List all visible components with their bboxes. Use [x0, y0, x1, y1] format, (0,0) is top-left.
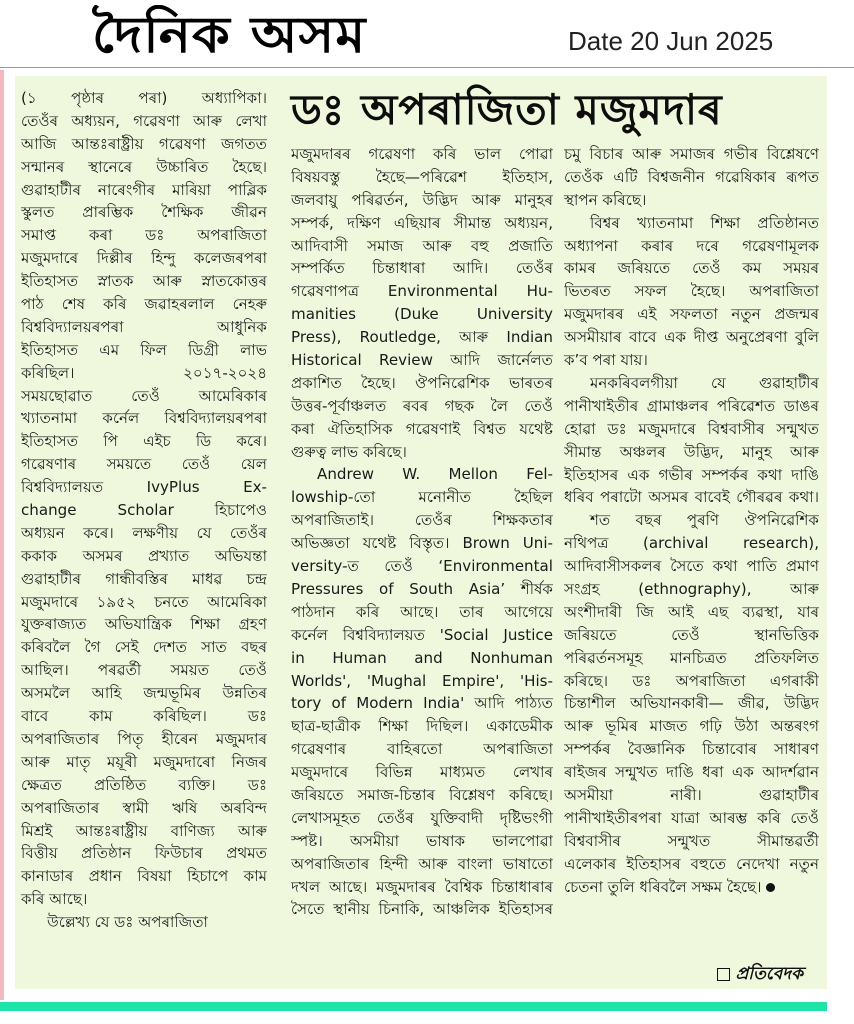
- text-line: সম্পৰ্কৰ বৈজ্ঞানিক চিন্তাবোৰ সাধাৰণ: [564, 740, 819, 759]
- text-line: কৰি আছে।: [21, 890, 88, 909]
- text-line: ছাত্ৰ-ছাত্ৰীক শিক্ষা দিছিল। একাডেমীক: [291, 717, 553, 736]
- text-line: আজি আন্তঃৰাষ্ট্ৰীয় গৱেষণা জগতত: [21, 134, 267, 153]
- text-line: কৰিছিল। ২০১৭-২০২৪: [21, 363, 267, 382]
- text-line: সৈতে স্থানীয় চিনাকি, আঞ্চলিক ইতিহাসৰ: [291, 900, 553, 919]
- text-line: Pressures of South Asia’ শীৰ্ষক: [291, 579, 553, 598]
- article-column-2: [291, 143, 553, 921]
- text-line: versity-ত তেওঁ ‘Environmental: [291, 557, 553, 576]
- text-line: কৰ্নেল বিশ্ববিদ্যালয়ত 'Social Justice: [291, 625, 553, 644]
- text-line: ক্ষেত্ৰত প্ৰতিষ্ঠিত ব্যক্তি। ডঃ: [21, 775, 267, 794]
- text-line: স্কুলত প্ৰাৰম্ভিক শৈক্ষিক জীৱন: [21, 203, 267, 222]
- article-column-3: [564, 143, 819, 898]
- text-line: গৱেষণাৰ সময়তে তেওঁ য়েল: [21, 455, 267, 474]
- text-line: এলেকাৰ ইতিহাসৰ বহুতে নেদেখা নতুন: [564, 854, 819, 873]
- text-line: হোৱা ডঃ মজুমদাৰে বিশ্ববাসীৰ সন্মুখত: [564, 419, 819, 438]
- text-line: অংশীদাৰী জি আই এছ ব্যৱস্থা, যাৰ: [564, 602, 819, 621]
- article-column-1: [21, 87, 267, 934]
- filled-circle-icon: [766, 883, 775, 892]
- byline-text: প্ৰতিবেদক: [735, 964, 803, 984]
- text-line: স্থাপন কৰিছে।: [564, 190, 647, 209]
- text-line: পাঠ শেষ কৰি জৱাহৰলাল নেহৰু: [21, 295, 267, 314]
- text-line: খ্যাতনামা কৰ্নেল বিশ্ববিদ্যালয়ৰপৰা: [21, 409, 267, 428]
- text-line: দখল আছে। মজুমদাৰৰ বৈশ্বিক চিন্তাধাৰাৰ: [291, 877, 553, 896]
- text-line: মজুমদাৰৰ গৱেষণা কৰি ভাল পোৱা: [291, 145, 553, 163]
- text-line: manities (Duke University: [291, 305, 553, 324]
- text-line: ভিতৰত সফল হৈছে। অপৰাজিতা: [564, 282, 819, 301]
- text-line: চেতনা তুলি ধৰিবলৈ সক্ষম হৈছে।: [564, 876, 819, 899]
- text-line: tory of Modern India' আদি পাঠ্যত: [291, 694, 553, 713]
- text-line: অভিজ্ঞতা যথেষ্ট বিস্তৃত। Brown Uni-: [291, 534, 553, 553]
- masthead-divider: [0, 67, 854, 68]
- text-line: পানীখাইতীৰপৰা যাত্ৰা আৰম্ভ কৰি তেওঁ: [564, 808, 819, 827]
- text-line: ইতিহাসৰ এক গভীৰ সম্পৰ্কৰ কথা দাঙি: [564, 465, 819, 484]
- text-line: Press), Routledge, আৰু Indian: [291, 328, 553, 347]
- text-line: প্ৰকাশিত হৈছে। ঔপনিৱেশিক ভাৰতৰ: [291, 373, 553, 392]
- text-line: আৰু ভূমিৰ মাজত গঢ়ি উঠা অন্তৰংগ: [564, 717, 819, 736]
- text-line: মজুমদাৰে বিভিন্ন মাধ্যমত লেখাৰ: [291, 763, 553, 782]
- text-line: ৰাইজৰ সন্মুখত দাঙি ধৰা এক আদৰ্শৱান: [564, 763, 819, 782]
- text-line: Historical Review আদি জাৰ্নেলত: [291, 351, 553, 370]
- text-line: তেওঁৰ অধ্যয়ন, গৱেষণা আৰু লেখা: [21, 111, 267, 130]
- text-line: change Scholar হিচাপেও: [21, 501, 267, 520]
- text-line: আৰু মাতৃ ময়ূৰী মজুমদাৰো নিজৰ: [21, 752, 267, 771]
- text-line: বাবে কাম কৰিছিল। ডঃ: [21, 707, 267, 726]
- square-outline-icon: [717, 968, 730, 981]
- publication-date: Date 20 Jun 2025: [568, 26, 774, 56]
- left-border-strip: [0, 70, 4, 1000]
- text-line: উত্তৰ-পূৰ্বাঞ্চলত ৰবৰ গছক লৈ তেওঁ: [291, 396, 553, 415]
- bottom-accent-bar: [0, 1002, 827, 1011]
- text-line: লেখাসমূহত তেওঁৰ যুক্তিবাদী দৃষ্টিভংগী: [291, 808, 553, 827]
- byline: [717, 961, 803, 989]
- text-line: আদিবাসী সমাজ আৰু বহু প্ৰজাতি: [291, 236, 553, 255]
- text-line: নথিপত্ৰ (archival research),: [564, 534, 819, 553]
- newspaper-logo: দৈনিক অসম: [92, 6, 367, 64]
- text-line: জৰিয়তে সমাজ-চিন্তাৰ বিশ্লেষণ কৰিছে।: [291, 785, 553, 804]
- text-line: অপৰাজিতাৰ হিন্দী আৰু বাংলা ভাষাতো: [291, 854, 553, 873]
- text-line: অসমীয়া নাৰী। গুৱাহাটীৰ: [564, 785, 819, 804]
- text-line: মিশ্ৰই আন্তঃৰাষ্ট্ৰীয় বাণিজ্য আৰু: [21, 821, 267, 840]
- text-line: সম্পৰ্কিত চিন্তাধাৰা আদি। তেওঁৰ: [291, 259, 553, 278]
- text-line: অসমীয়াৰ বাবে এক দীপ্ত অনুপ্ৰেৰণা বুলি: [564, 328, 819, 347]
- text-line: বিশ্ববিদ্যালয়ত IvyPlus Ex-: [21, 478, 267, 497]
- text-line: অপৰাজিতাৰ স্বামী ঋষি অৰবিন্দ: [21, 798, 267, 817]
- text-line: মজুমদাৰে দিল্লীৰ হিন্দু কলেজৰপৰা: [21, 249, 267, 268]
- text-line: আদিবাসীসকলৰ সৈতে কথা পাতি প্ৰমাণ: [564, 557, 819, 576]
- text-line: সমাপ্ত কৰা ডঃ অপৰাজিতা: [21, 226, 267, 245]
- text-line: চমু বিচাৰ আৰু সমাজৰ গভীৰ বিশ্লেষণে: [564, 145, 819, 163]
- text-line: জলবায়ু পৰিৱৰ্তন, উদ্ভিদ আৰু মানুহৰ: [291, 190, 553, 209]
- text-line: অপৰাজিতাৰ পিতৃ হীৰেন মজুমদাৰ: [21, 729, 267, 748]
- text-line: মজুমদাৰে ১৯৫২ চনতে আমেৰিকা: [21, 592, 267, 611]
- article-headline: ডঃ অপৰাজিতা মজুমদাৰ: [291, 85, 723, 134]
- text-line: অপৰাজিতাই। তেওঁৰ শিক্ষকতাৰ: [291, 511, 553, 530]
- text-line: কৰিবলৈ গৈ সেই দেশত সাত বছৰ: [21, 638, 267, 657]
- text-line: পাঠদান কৰি আছে। তাৰ আগেয়ে: [291, 602, 553, 621]
- text-line: ইতিহাসত স্নাতক আৰু স্নাতকোত্তৰ: [21, 272, 267, 291]
- text-line: কানাডাৰ প্ৰধান বিষয়া হিচাপে কাম: [21, 867, 267, 886]
- text-line: কামৰ জৰিয়তে তেওঁ কম সময়ৰ: [564, 259, 819, 278]
- text-line: ধৰিব পৰাটো অসমৰ বাবেই গৌৰৱৰ কথা।: [564, 488, 819, 507]
- text-line: গুৱাহাটীৰ গান্ধীবস্তিৰ মাধৱ চন্দ্ৰ: [21, 569, 267, 588]
- text-line: স্পষ্ট। অসমীয়া ভাষাক ভালপোৱা: [291, 831, 553, 850]
- text-line: কৰিছে। ডঃ অপৰাজিতা এগৰাকী: [564, 671, 819, 690]
- text-line: lowship-তো মনোনীত হৈছিল: [291, 488, 553, 507]
- text-line: গৱেষণাৰ বাহিৰতো অপৰাজিতা: [291, 740, 553, 759]
- text-line: গুৱাহাটীৰ নাৰেংগীৰ মাৰিয়া পাব্লিক: [21, 180, 267, 199]
- text-line: বিষয়বস্তু হৈছে—পৰিৱেশ ইতিহাস,: [291, 167, 553, 186]
- text-line: ককাক অসমৰ প্ৰখ্যাত অভিযন্তা: [21, 546, 267, 565]
- text-line: সংগ্ৰহ (ethnography), আৰু: [564, 579, 819, 598]
- text-line: পানীখাইতীৰ গ্ৰামাঞ্চলৰ পৰিৱেশত ডাঙৰ: [564, 396, 819, 415]
- text-line: ক’ব পৰা যায়।: [564, 351, 648, 370]
- text-line: চিন্তাশীল অভিযানকাৰী— জীৱ, উদ্ভিদ: [564, 694, 819, 713]
- text-line: সীমান্ত অঞ্চলৰ উদ্ভিদ, মানুহ আৰু: [564, 442, 819, 461]
- text-line: তেওঁক এটি বিশ্বজনীন গৱেষিকাৰ ৰূপত: [564, 167, 819, 186]
- text-line: পৰিৱৰ্তনসমূহ মানচিত্ৰত প্ৰতিফলিত: [564, 648, 819, 667]
- text-line: ইতিহাসত এম ফিল ডিগ্ৰী লাভ: [21, 340, 267, 359]
- text-line: যুক্তৰাজ্যত অভিযান্ত্ৰিক শিক্ষা গ্ৰহণ: [21, 615, 267, 634]
- text-line: শত বছৰ পুৰণি ঔপনিৱেশিক: [590, 511, 819, 530]
- text-line: বিশ্বৰ খ্যাতনামা শিক্ষা প্ৰতিষ্ঠানত: [590, 213, 819, 232]
- text-line: কৰা ঐতিহাসিক গৱেষণাই বিশ্বত যথেষ্ট: [291, 419, 553, 438]
- text-line: অধ্যাপনা কৰাৰ দৰে গৱেষণামূলক: [564, 236, 819, 255]
- text-line: বিত্তীয় প্ৰতিষ্ঠান ফিউচাৰ প্ৰথমত: [21, 844, 267, 863]
- text-line: জৰিয়তে তেওঁ স্থানভিত্তিক: [564, 625, 819, 644]
- text-line: মজুমদাৰৰ এই সফলতা নতুন প্ৰজন্মৰ: [564, 305, 819, 324]
- text-line: গৱেষণাপত্ৰ Environmental Hu-: [291, 282, 553, 301]
- article-box: [15, 76, 827, 989]
- text-line: (১ পৃষ্ঠাৰ পৰা) অধ্যাপিকা।: [21, 89, 267, 107]
- text-line: in Human and Nonhuman: [291, 648, 553, 667]
- text-line: অসমলৈ আহি জন্মভূমিৰ উন্নতিৰ: [21, 684, 267, 703]
- text-line: বিশ্ববাসীৰ সন্মুখত সীমান্তৱৰ্তী: [564, 831, 819, 850]
- text-line: অধ্যয়ন কৰে। লক্ষণীয় যে তেওঁৰ: [21, 523, 267, 542]
- text-line: বিশ্ববিদ্যালয়ৰপৰা আধুনিক: [21, 317, 267, 336]
- text-line: গুৰুত্ব লাভ কৰিছে।: [291, 442, 407, 461]
- text-line: আছিল। পৰৱৰ্তী সময়ত তেওঁ: [21, 661, 267, 680]
- text-line: ইতিহাসত পি এইচ ডি কৰে।: [21, 432, 267, 451]
- text-line: Andrew W. Mellon Fel-: [317, 465, 553, 484]
- text-line: Worlds', 'Mughal Empire', 'His-: [291, 671, 553, 690]
- text-line: উল্লেখ্য যে ডঃ অপৰাজিতা: [47, 913, 208, 932]
- text-line: সময়ছোৱাত তেওঁ আমেৰিকাৰ: [21, 386, 267, 405]
- text-line: সম্পৰ্ক, দক্ষিণ এছিয়াৰ সীমান্ত অধ্যয়ন,: [291, 213, 553, 232]
- text-line: মনকৰিবলগীয়া যে গুৱাহাটীৰ: [590, 373, 819, 392]
- text-line: সন্মানৰ স্থানেৰে উচ্চাৰিত হৈছে।: [21, 157, 267, 176]
